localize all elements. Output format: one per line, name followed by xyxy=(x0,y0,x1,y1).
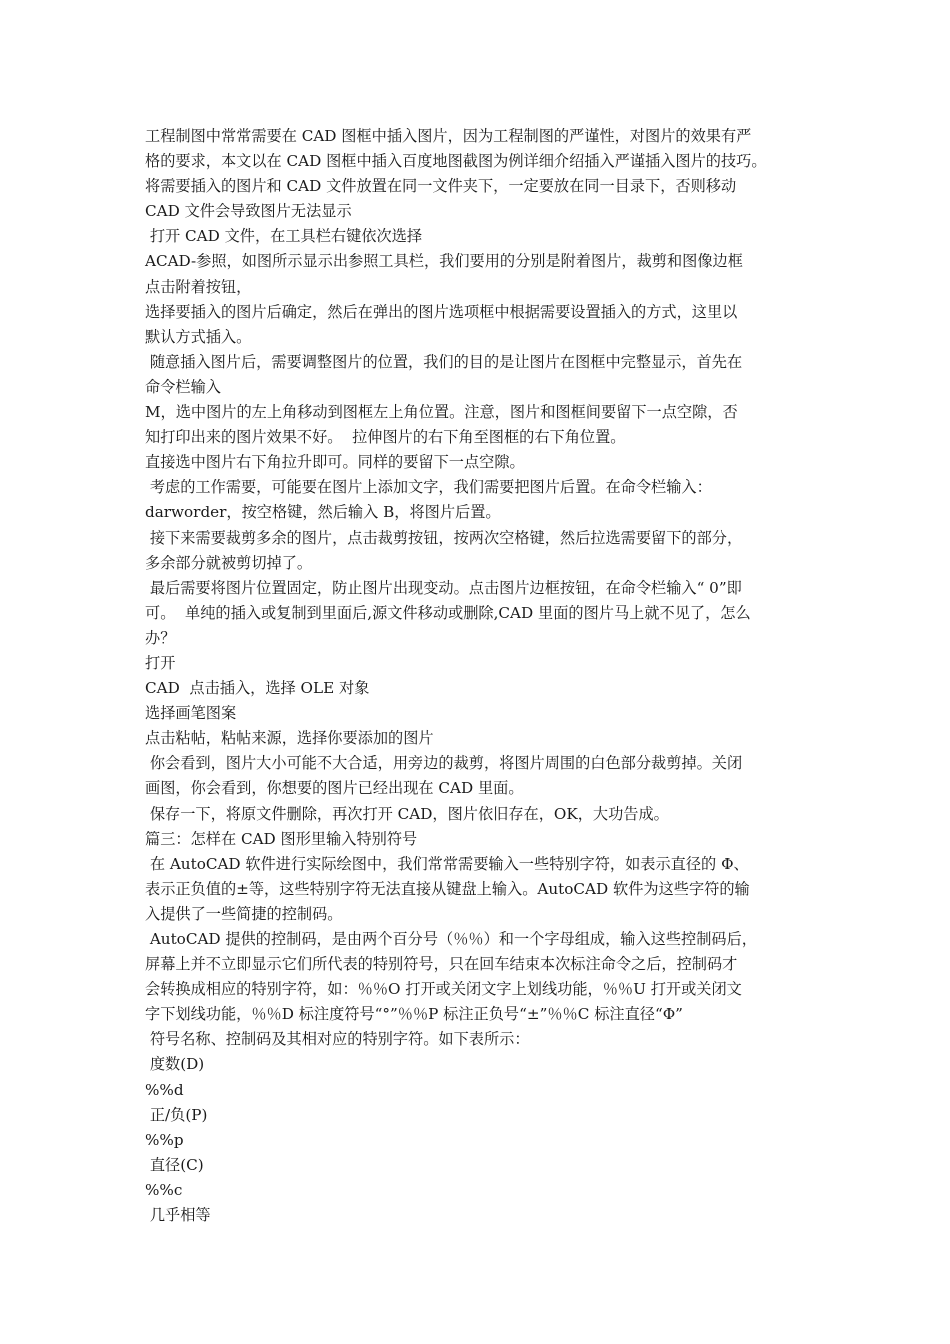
symbol-name: 度数(D) xyxy=(145,1055,205,1074)
text-line: 你会看到，图片大小可能不大合适，用旁边的裁剪，将图片周围的白色部分裁剪掉。关闭 xyxy=(145,754,743,773)
text-line: 直接选中图片右下角拉升即可。同样的要留下一点空隙。 xyxy=(145,453,525,472)
text-line: 字下划线功能，％％D 标注度符号“°”％％P 标注正负号“±”％％C 标注直径“Φ” xyxy=(145,1005,683,1024)
text-line: M，选中图片的左上角移动到图框左上角位置。注意，图片和图框间要留下一点空隙，否 xyxy=(145,403,738,422)
text-line: 将需要插入的图片和 CAD 文件放置在同一文件夹下，一定要放在同一目录下，否则移动 xyxy=(145,177,737,196)
text-line: 符号名称、控制码及其相对应的特别字符。如下表所示： xyxy=(145,1030,530,1049)
text-line: darworder，按空格键，然后输入 B，将图片后置。 xyxy=(145,503,501,522)
text-line: 选择画笔图案 xyxy=(145,704,237,723)
section-heading: 篇三：怎样在 CAD 图形里输入特别符号 xyxy=(145,829,418,848)
text-line: 表示正负值的±等，这些特别字符无法直接从键盘上输入。AutoCAD 软件为这些字符的输 xyxy=(145,879,750,898)
text-line: 会转换成相应的特别字符，如：％％O 打开或关闭文字上划线功能，％％U 打开或关闭文 xyxy=(145,980,742,999)
symbol-name: 几乎相等 xyxy=(145,1206,211,1225)
text-line: CAD 点击插入，选择 OLE 对象 xyxy=(145,679,370,698)
text-line: 点击粘帖，粘帖来源，选择你要添加的图片 xyxy=(145,729,434,748)
text-line: 接下来需要裁剪多余的图片，点击裁剪按钮，按两次空格键，然后拉选需要留下的部分， xyxy=(145,528,743,547)
symbol-name: 正/负(P) xyxy=(145,1105,208,1124)
text-line: 打开 xyxy=(145,653,176,672)
control-code: %%c xyxy=(145,1180,183,1199)
text-line: 办？ xyxy=(145,628,176,647)
text-line: 打开 CAD 文件，在工具栏右键依次选择 xyxy=(145,227,423,246)
text-line: 入提供了一些简捷的控制码。 xyxy=(145,904,343,923)
text-line: 工程制图中常常需要在 CAD 图框中插入图片，因为工程制图的严谨性，对图片的效果有严 xyxy=(145,127,752,145)
control-code: %%p xyxy=(145,1130,184,1149)
text-line: 格的要求，本文以在 CAD 图框中插入百度地图截图为例详细介绍插入严谨插入图片的技巧。 xyxy=(145,152,767,171)
text-line: 随意插入图片后，需要调整图片的位置，我们的目的是让图片在图框中完整显示，首先在 xyxy=(145,352,743,371)
text-line: 考虑的工作需要，可能要在图片上添加文字，我们需要把图片后置。在命令栏输入： xyxy=(145,478,712,497)
control-code: %%d xyxy=(145,1080,184,1099)
document-body xyxy=(145,124,825,1228)
text-line: 最后需要将图片位置固定，防止图片出现变动。点击图片边框按钮，在命令栏输入“ 0”即 xyxy=(145,578,742,597)
text-line: 屏幕上并不立即显示它们所代表的特别符号，只在回车结束本次标注命令之后，控制码才 xyxy=(145,955,738,974)
text-line: 画图，你会看到，你想要的图片已经出现在 CAD 里面。 xyxy=(145,779,524,798)
text-line: AutoCAD 提供的控制码，是由两个百分号（％％）和一个字母组成，输入这些控制码后， xyxy=(145,930,757,948)
text-line: 可。 单纯的插入或复制到里面后,源文件移动或删除,CAD 里面的图片马上就不见了，怎么 xyxy=(145,603,751,622)
text-line: ACAD-参照，如图所示显示出参照工具栏，我们要用的分别是附着图片，裁剪和图像边框 xyxy=(145,252,743,271)
text-line: 在 AutoCAD 软件进行实际绘图中，我们常常需要输入一些特别字符，如表示直径的 Φ、 xyxy=(145,854,749,873)
text-line: 多余部分就被剪切掉了。 xyxy=(145,553,313,572)
text-line: 选择要插入的图片后确定，然后在弹出的图片选项框中根据需要设置插入的方式，这里以 xyxy=(145,302,738,321)
symbol-name: 直径(C) xyxy=(145,1155,204,1174)
text-line: 知打印出来的图片效果不好。 拉伸图片的右下角至图框的右下角位置。 xyxy=(145,428,626,447)
text-line: 默认方式插入。 xyxy=(145,327,252,346)
text-line: 保存一下，将原文件删除，再次打开 CAD，图片依旧存在，OK，大功告成。 xyxy=(145,804,669,823)
text-line: 命令栏输入 xyxy=(145,377,221,396)
text-line: CAD 文件会导致图片无法显示 xyxy=(145,202,352,221)
text-line: 点击附着按钮， xyxy=(145,277,252,296)
